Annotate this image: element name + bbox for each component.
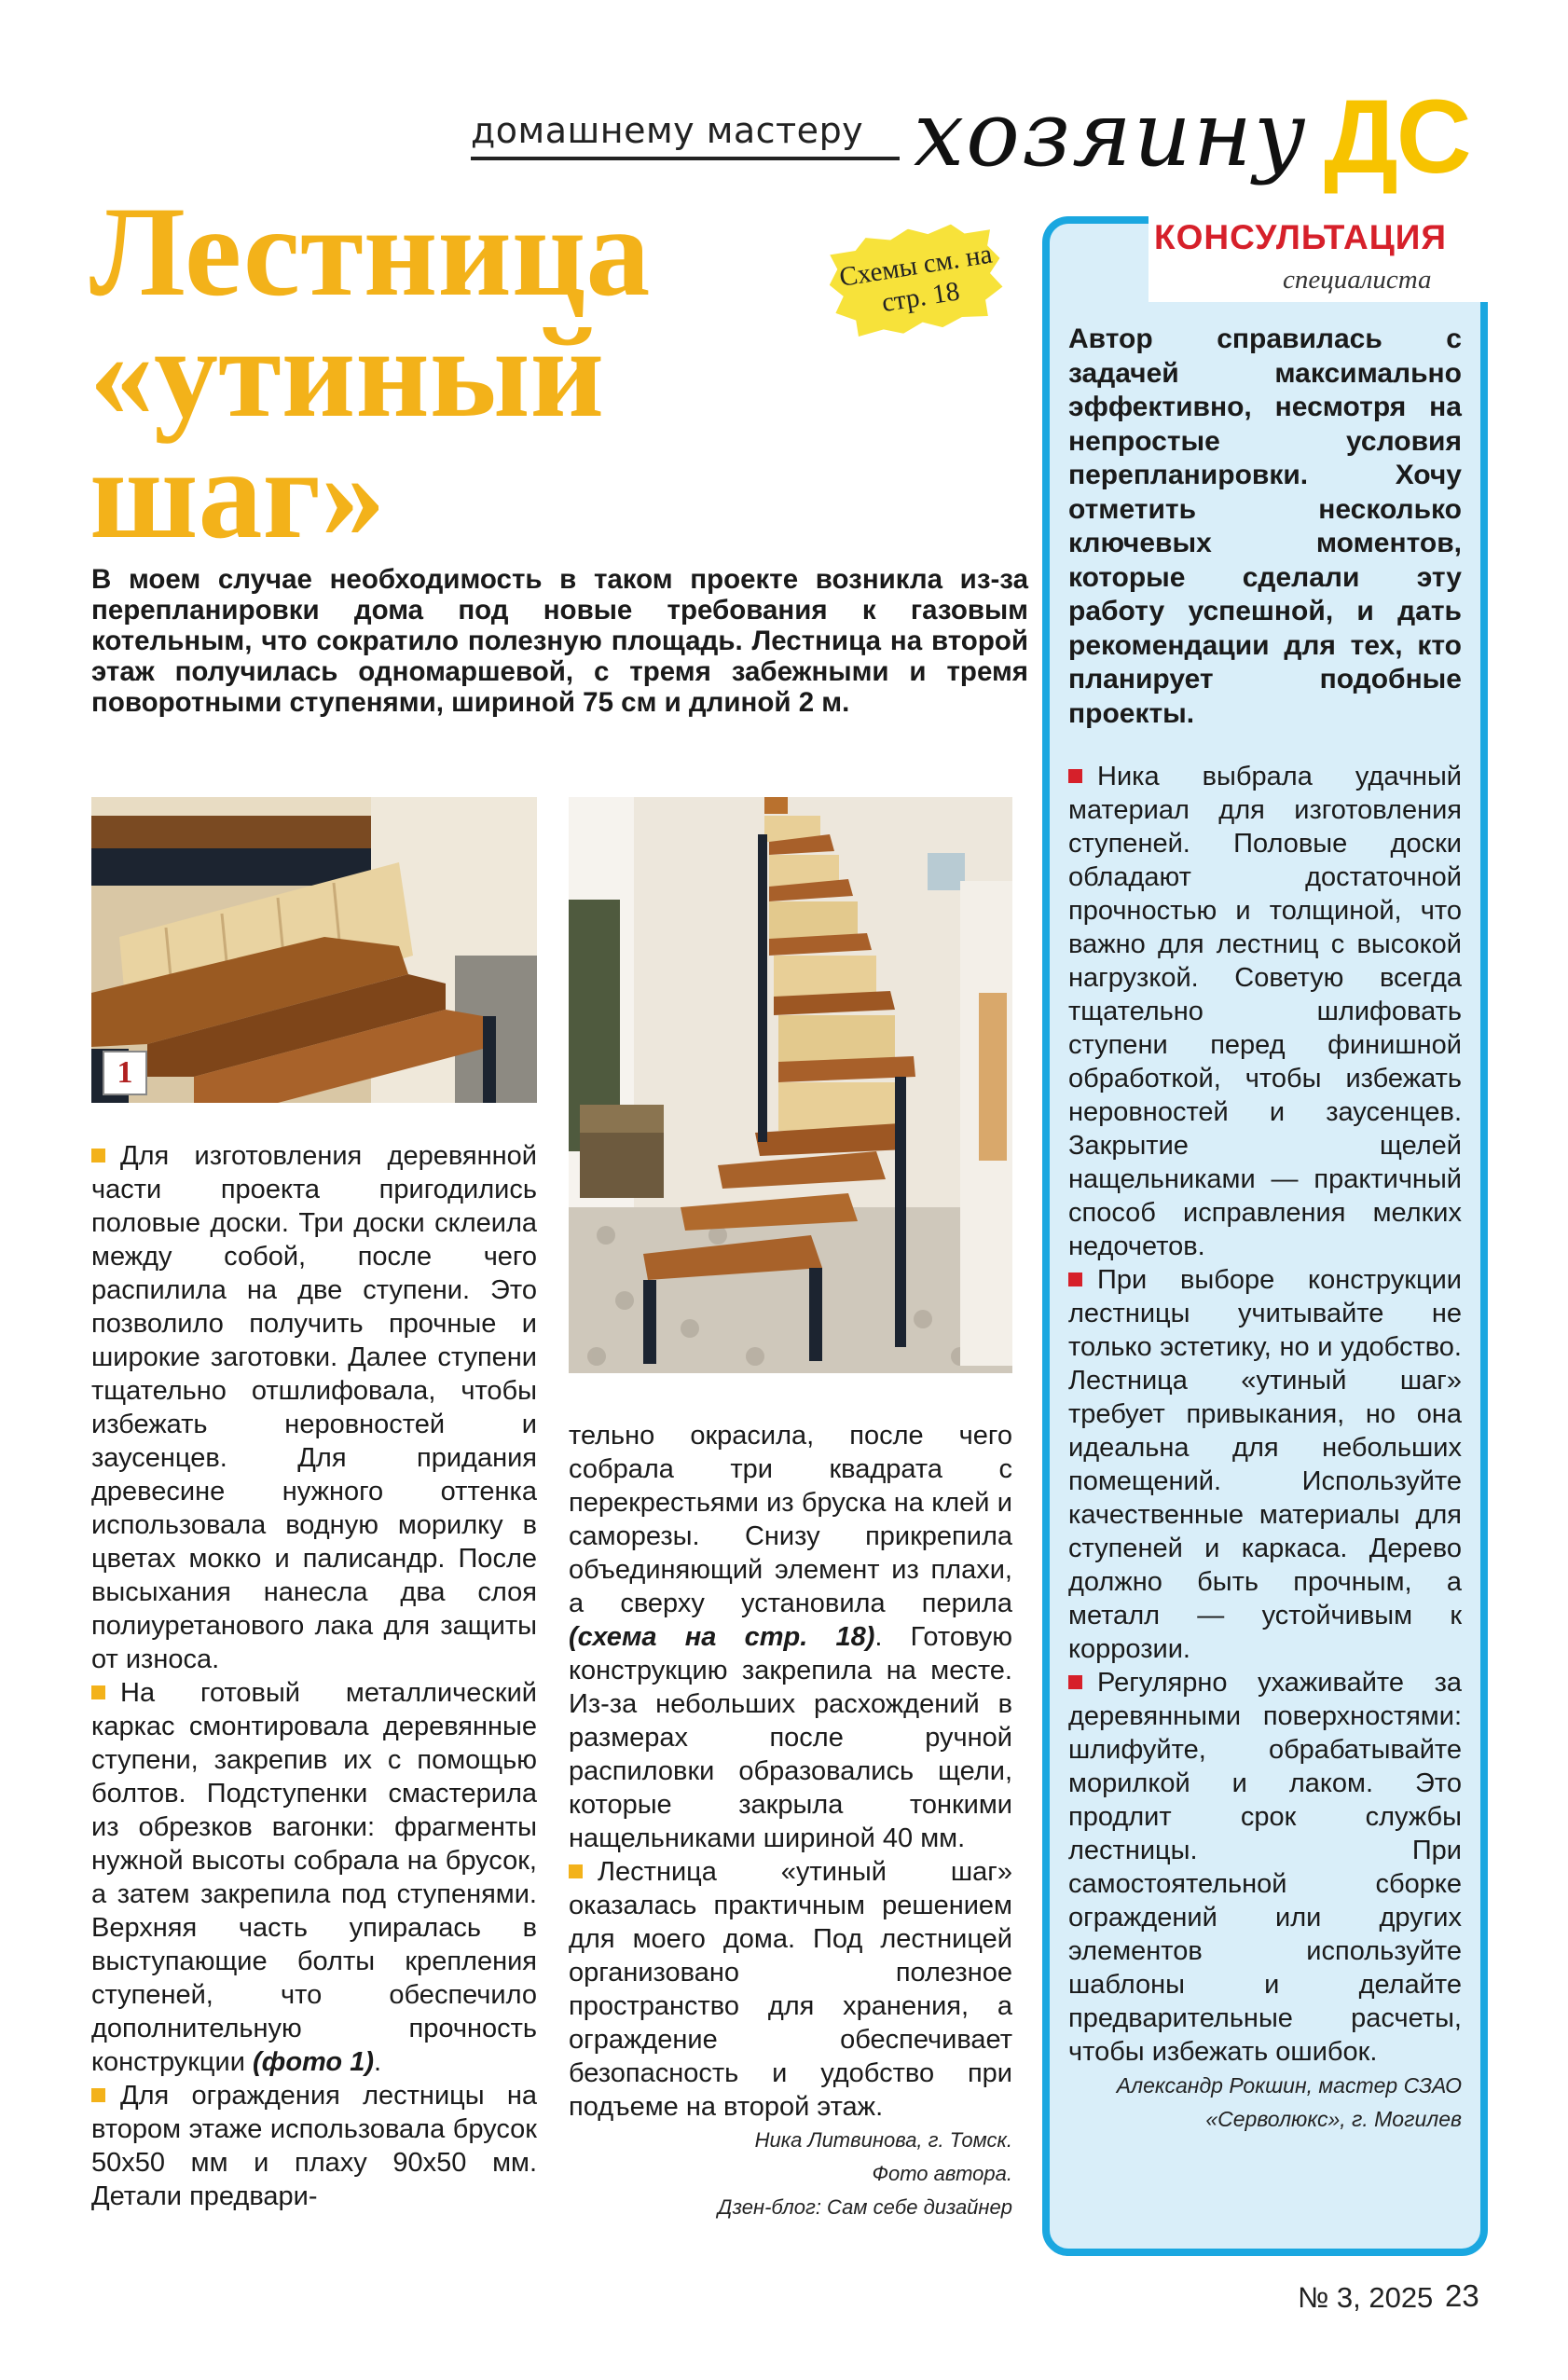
photo-staircase-illustration <box>569 797 1012 1373</box>
paragraph-text: Регулярно ухаживайте за деревянными поверхностями: шлифуйте, обрабатывайте морилкой и лаком. Это продлит срок службы лестницы. При самостоятельной сборке ограждений или других элементов используйте шаблоны и делайте предварительные расчеты, чтобы избежать ошибок. <box>1068 1668 1462 2067</box>
sidebar-subheading: специалиста <box>1283 265 1432 295</box>
paragraph-bullet <box>569 1864 583 1878</box>
photo-reference: (фото 1) <box>253 2047 374 2077</box>
sidebar-paragraph <box>1068 760 1462 1263</box>
paragraph-text: Лестница «утиный шаг» оказалась практичным решением для моего дома. Под лестницей организовано полезное пространство для хранения, а ограждение обеспечивает безопасность и удобство при подъеме на второй этаж. <box>569 1857 1012 2122</box>
title-line: Лестница <box>89 180 651 323</box>
sidebar-body <box>1068 760 1462 2136</box>
article-paragraph <box>91 1676 537 2079</box>
photo-steps-illustration <box>91 797 537 1103</box>
magazine-logo: ДС <box>1324 78 1470 195</box>
paragraph-text: На готовый металлический каркас смонтировала деревянные ступени, закрепив их с помощью болтов. Подступенки смастерила из обрезков вагонки: фрагменты нужной высоты собрала на брусок, а затем закрепила под ступенями. Верхняя часть упиралась в выступающие болты крепления ступеней, что обеспечило дополнительную прочность конструкции <box>91 1678 537 2077</box>
paragraph-bullet <box>1068 769 1082 783</box>
sidebar-paragraph <box>1068 1666 1462 2069</box>
paragraph-text: . Готовую конструкцию закрепила на месте. Из-за небольших расхождений в размерах после ручной распиловки образовались щели, которые закрыла тонкими нащельниками шириной 40 мм. <box>569 1622 1012 1853</box>
rubric-label: домашнему мастеру <box>471 110 900 160</box>
scheme-reference: (схема на стр. 18) <box>569 1622 875 1652</box>
sidebar-lead: Автор справилась с задачей максимально эффективно, несмотря на непростые условия перепланировки. Хочу отметить несколько ключевых моментов, которые сделали эту работу успешной, и дать рекомендации для тех, кто планирует подобные проекты. <box>1068 323 1462 729</box>
page-number: 23 <box>1445 2278 1479 2313</box>
paragraph-bullet <box>91 1149 105 1162</box>
author-byline: Ника Литвинова, г. Томск. <box>754 2128 1012 2152</box>
issue-number: № 3, 2025 <box>1298 2281 1434 2314</box>
photo-finished-staircase <box>569 797 1012 1373</box>
paragraph-text: тельно окрасила, после чего собрала три квадрата с перекрестьями из бруска на клей и саморезы. Снизу прикрепила объединяющий элемент из плахи, а сверху установила перила <box>569 1421 1012 1618</box>
article-title <box>89 180 798 565</box>
paragraph-bullet <box>91 1685 105 1699</box>
paragraph-bullet <box>1068 1675 1082 1689</box>
photo-steps-assembly <box>91 797 537 1103</box>
article-column-2 <box>569 1419 1012 2224</box>
photo-number-label: 1 <box>103 1051 147 1095</box>
article-paragraph <box>91 2079 537 2213</box>
photo-credit: Фото автора. <box>872 2162 1012 2185</box>
magazine-section-brand: хозяину <box>914 82 1308 186</box>
expert-signature: Александр Рокшин, мастер СЗАО <box>1116 2073 1462 2098</box>
paragraph-bullet <box>91 2088 105 2102</box>
paragraph-text: . <box>374 2047 382 2077</box>
article-paragraph <box>569 1419 1012 1855</box>
paragraph-text: Для изготовления деревянной части проекта пригодились половые доски. Три доски склеила между собой, после чего распилила на две ступени. Это позволило получить прочные и широкие заготовки. Далее ступени тщательно отшлифовала, чтобы избежать неровностей и заусенцев. Для придания древесине нужного оттенка использовала водную морилку в цветах мокко и палисандр. После высыхания нанесла два слоя полиуретанового лака для защиты от износа. <box>91 1141 537 1674</box>
article-paragraph <box>91 1139 537 1676</box>
sidebar-paragraph <box>1068 1263 1462 1666</box>
paragraph-text: Для ограждения лестницы на втором этаже использовала брусок 50х50 мм и плаху 90х50 мм. Детали предвари- <box>91 2081 537 2211</box>
expert-company: «Серволюкс», г. Могилев <box>1205 2107 1462 2131</box>
sidebar-heading: КОНСУЛЬТАЦИЯ <box>1154 218 1447 256</box>
paragraph-bullet <box>1068 1273 1082 1286</box>
blog-credit: Дзен-блог: Сам себе дизайнер <box>717 2195 1012 2219</box>
scheme-note-text: Схемы см. на стр. 18 <box>837 239 995 319</box>
article-paragraph <box>569 1855 1012 2124</box>
article-lead: В моем случае необходимость в таком проекте возникла из-за перепланировки дома под новые требования к газовым котельным, что сократило полезную площадь. Лестница на второй этаж получилась одномаршевой, с тремя забежными и тремя поворотными ступенями, шириной 75 см и длиной 2 м. <box>91 564 1028 718</box>
title-line: шаг» <box>89 422 386 565</box>
paragraph-text: При выборе конструкции лестницы учитывайте не только эстетику, но и удобство. Лестница «утиный шаг» требует привыкания, но она идеальна для небольших помещений. Используйте качественные материалы для ступеней и каркаса. Дерево должно быть прочным, а металл — устойчивым к коррозии. <box>1068 1265 1462 1664</box>
article-column-1 <box>91 1139 537 2213</box>
paragraph-text: Ника выбрала удачный материал для изготовления ступеней. Половые доски обладают достаточной прочностью и толщиной, что важно для лестниц с высокой нагрузкой. Советую всегда тщательно шлифовать ступени перед финишной обработкой, чтобы избежать неровностей и заусенцев. Закрытие щелей нащельниками — практичный способ исправления мелких недочетов. <box>1068 762 1462 1261</box>
title-line: «утиный <box>89 301 605 444</box>
